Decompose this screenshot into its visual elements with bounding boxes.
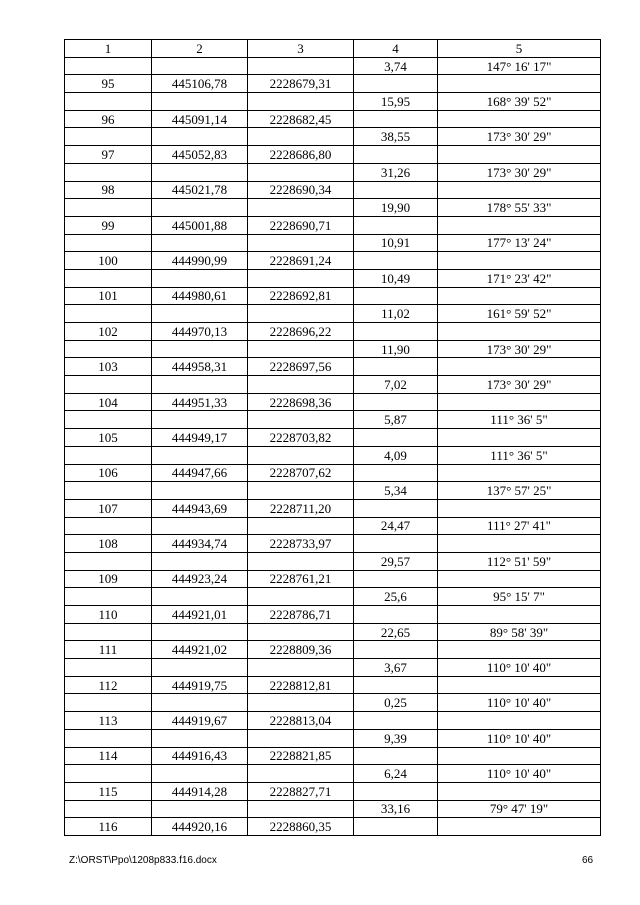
cell-angle bbox=[438, 146, 601, 164]
table-row bbox=[65, 606, 601, 624]
cell-distance bbox=[354, 252, 438, 270]
table-row bbox=[65, 729, 601, 747]
cell-angle bbox=[438, 181, 601, 199]
cell-angle bbox=[438, 75, 601, 93]
cell-x-coordinate bbox=[152, 269, 248, 287]
cell-y-coordinate bbox=[248, 729, 354, 747]
cell-y-coordinate: 2228711,20 bbox=[248, 499, 354, 517]
cell-angle bbox=[438, 535, 601, 553]
cell-x-coordinate bbox=[152, 93, 248, 111]
cell-distance: 15,95 bbox=[354, 93, 438, 111]
footer-file-path: Z:\ORST\Ppo\1208p833.f16.docx bbox=[69, 855, 217, 866]
cell-angle: 110° 10' 40" bbox=[438, 694, 601, 712]
cell-x-coordinate: 445052,83 bbox=[152, 146, 248, 164]
cell-point-number bbox=[65, 659, 152, 677]
cell-x-coordinate: 444921,01 bbox=[152, 606, 248, 624]
table-row bbox=[65, 358, 601, 376]
cell-distance bbox=[354, 110, 438, 128]
cell-angle: 95° 15' 7" bbox=[438, 588, 601, 606]
cell-distance bbox=[354, 429, 438, 447]
cell-distance bbox=[354, 393, 438, 411]
cell-y-coordinate bbox=[248, 93, 354, 111]
cell-angle: 111° 36' 5" bbox=[438, 411, 601, 429]
cell-distance bbox=[354, 606, 438, 624]
cell-angle: 79° 47' 19" bbox=[438, 800, 601, 818]
cell-distance bbox=[354, 499, 438, 517]
cell-x-coordinate: 444949,17 bbox=[152, 429, 248, 447]
table-row bbox=[65, 552, 601, 570]
cell-x-coordinate: 444914,28 bbox=[152, 782, 248, 800]
coordinates-table bbox=[64, 39, 601, 836]
cell-distance bbox=[354, 818, 438, 836]
cell-x-coordinate bbox=[152, 659, 248, 677]
cell-angle bbox=[438, 782, 601, 800]
cell-y-coordinate bbox=[248, 446, 354, 464]
cell-x-coordinate: 444916,43 bbox=[152, 747, 248, 765]
table-row bbox=[65, 517, 601, 535]
cell-angle: 173° 30' 29" bbox=[438, 163, 601, 181]
cell-angle bbox=[438, 747, 601, 765]
cell-distance: 4,09 bbox=[354, 446, 438, 464]
table-row bbox=[65, 128, 601, 146]
cell-y-coordinate bbox=[248, 57, 354, 75]
cell-angle bbox=[438, 110, 601, 128]
cell-y-coordinate bbox=[248, 552, 354, 570]
cell-y-coordinate: 2228733,97 bbox=[248, 535, 354, 553]
cell-y-coordinate: 2228812,81 bbox=[248, 676, 354, 694]
cell-angle bbox=[438, 712, 601, 730]
cell-point-number bbox=[65, 411, 152, 429]
header-col-2: 2 bbox=[152, 40, 248, 58]
cell-angle bbox=[438, 676, 601, 694]
cell-x-coordinate: 444970,13 bbox=[152, 323, 248, 341]
cell-point-number bbox=[65, 694, 152, 712]
cell-y-coordinate: 2228703,82 bbox=[248, 429, 354, 447]
cell-y-coordinate bbox=[248, 623, 354, 641]
cell-point-number: 102 bbox=[65, 323, 152, 341]
cell-point-number: 114 bbox=[65, 747, 152, 765]
cell-x-coordinate: 445021,78 bbox=[152, 181, 248, 199]
cell-point-number bbox=[65, 163, 152, 181]
cell-point-number: 115 bbox=[65, 782, 152, 800]
cell-x-coordinate bbox=[152, 57, 248, 75]
cell-y-coordinate bbox=[248, 659, 354, 677]
cell-angle bbox=[438, 358, 601, 376]
cell-angle: 171° 23' 42" bbox=[438, 269, 601, 287]
cell-distance: 11,90 bbox=[354, 340, 438, 358]
cell-distance bbox=[354, 75, 438, 93]
table-row bbox=[65, 782, 601, 800]
cell-x-coordinate: 444947,66 bbox=[152, 464, 248, 482]
cell-x-coordinate: 444921,02 bbox=[152, 641, 248, 659]
cell-y-coordinate bbox=[248, 765, 354, 783]
cell-x-coordinate bbox=[152, 588, 248, 606]
cell-point-number bbox=[65, 305, 152, 323]
cell-y-coordinate: 2228691,24 bbox=[248, 252, 354, 270]
cell-x-coordinate bbox=[152, 800, 248, 818]
cell-x-coordinate: 444920,16 bbox=[152, 818, 248, 836]
cell-point-number bbox=[65, 800, 152, 818]
cell-distance bbox=[354, 535, 438, 553]
cell-x-coordinate bbox=[152, 163, 248, 181]
cell-point-number: 103 bbox=[65, 358, 152, 376]
cell-distance bbox=[354, 782, 438, 800]
cell-x-coordinate: 444951,33 bbox=[152, 393, 248, 411]
cell-y-coordinate: 2228860,35 bbox=[248, 818, 354, 836]
table-row bbox=[65, 269, 601, 287]
cell-distance bbox=[354, 287, 438, 305]
cell-y-coordinate: 2228697,56 bbox=[248, 358, 354, 376]
table-row bbox=[65, 252, 601, 270]
cell-distance: 10,91 bbox=[354, 234, 438, 252]
table-row bbox=[65, 75, 601, 93]
table-row bbox=[65, 588, 601, 606]
cell-x-coordinate bbox=[152, 694, 248, 712]
cell-x-coordinate: 445106,78 bbox=[152, 75, 248, 93]
cell-y-coordinate bbox=[248, 128, 354, 146]
cell-distance bbox=[354, 323, 438, 341]
cell-point-number: 95 bbox=[65, 75, 152, 93]
table-row bbox=[65, 393, 601, 411]
table-row bbox=[65, 800, 601, 818]
cell-distance: 24,47 bbox=[354, 517, 438, 535]
cell-angle bbox=[438, 818, 601, 836]
table-row bbox=[65, 446, 601, 464]
table-row bbox=[65, 747, 601, 765]
cell-distance: 29,57 bbox=[354, 552, 438, 570]
cell-y-coordinate: 2228813,04 bbox=[248, 712, 354, 730]
cell-y-coordinate bbox=[248, 269, 354, 287]
cell-angle bbox=[438, 429, 601, 447]
table-row bbox=[65, 818, 601, 836]
table-row bbox=[65, 499, 601, 517]
cell-point-number: 106 bbox=[65, 464, 152, 482]
cell-distance bbox=[354, 216, 438, 234]
header-col-4: 4 bbox=[354, 40, 438, 58]
cell-y-coordinate: 2228786,71 bbox=[248, 606, 354, 624]
cell-distance bbox=[354, 358, 438, 376]
table-row bbox=[65, 411, 601, 429]
cell-x-coordinate bbox=[152, 411, 248, 429]
cell-y-coordinate: 2228696,22 bbox=[248, 323, 354, 341]
cell-x-coordinate bbox=[152, 446, 248, 464]
cell-angle: 110° 10' 40" bbox=[438, 659, 601, 677]
cell-y-coordinate: 2228809,36 bbox=[248, 641, 354, 659]
cell-point-number: 100 bbox=[65, 252, 152, 270]
table-row bbox=[65, 199, 601, 217]
table-row bbox=[65, 429, 601, 447]
cell-y-coordinate: 2228690,34 bbox=[248, 181, 354, 199]
table-row bbox=[65, 376, 601, 394]
cell-distance bbox=[354, 747, 438, 765]
cell-y-coordinate: 2228698,36 bbox=[248, 393, 354, 411]
cell-y-coordinate: 2228827,71 bbox=[248, 782, 354, 800]
cell-distance bbox=[354, 181, 438, 199]
cell-y-coordinate: 2228682,45 bbox=[248, 110, 354, 128]
cell-point-number bbox=[65, 340, 152, 358]
cell-y-coordinate bbox=[248, 517, 354, 535]
cell-angle bbox=[438, 641, 601, 659]
cell-x-coordinate bbox=[152, 482, 248, 500]
cell-point-number bbox=[65, 57, 152, 75]
cell-x-coordinate: 444943,69 bbox=[152, 499, 248, 517]
cell-point-number: 108 bbox=[65, 535, 152, 553]
cell-y-coordinate bbox=[248, 376, 354, 394]
cell-angle bbox=[438, 464, 601, 482]
cell-x-coordinate: 444958,31 bbox=[152, 358, 248, 376]
cell-angle: 110° 10' 40" bbox=[438, 729, 601, 747]
cell-point-number bbox=[65, 93, 152, 111]
cell-point-number bbox=[65, 482, 152, 500]
cell-angle: 173° 30' 29" bbox=[438, 340, 601, 358]
cell-point-number: 111 bbox=[65, 641, 152, 659]
cell-y-coordinate bbox=[248, 234, 354, 252]
table-row bbox=[65, 234, 601, 252]
table-row bbox=[65, 712, 601, 730]
cell-distance: 22,65 bbox=[354, 623, 438, 641]
cell-x-coordinate bbox=[152, 199, 248, 217]
cell-angle: 173° 30' 29" bbox=[438, 376, 601, 394]
table-row bbox=[65, 641, 601, 659]
cell-y-coordinate bbox=[248, 163, 354, 181]
table-row bbox=[65, 93, 601, 111]
cell-x-coordinate: 444980,61 bbox=[152, 287, 248, 305]
cell-point-number: 113 bbox=[65, 712, 152, 730]
cell-y-coordinate bbox=[248, 340, 354, 358]
cell-y-coordinate: 2228686,80 bbox=[248, 146, 354, 164]
table-row bbox=[65, 323, 601, 341]
cell-point-number: 104 bbox=[65, 393, 152, 411]
table-row bbox=[65, 570, 601, 588]
cell-x-coordinate: 444990,99 bbox=[152, 252, 248, 270]
cell-distance bbox=[354, 146, 438, 164]
cell-point-number bbox=[65, 376, 152, 394]
cell-distance: 19,90 bbox=[354, 199, 438, 217]
cell-point-number bbox=[65, 588, 152, 606]
cell-angle: 112° 51' 59" bbox=[438, 552, 601, 570]
cell-distance bbox=[354, 464, 438, 482]
cell-distance: 7,02 bbox=[354, 376, 438, 394]
cell-distance bbox=[354, 641, 438, 659]
cell-distance: 11,02 bbox=[354, 305, 438, 323]
cell-y-coordinate: 2228692,81 bbox=[248, 287, 354, 305]
cell-angle: 137° 57' 25" bbox=[438, 482, 601, 500]
cell-distance: 25,6 bbox=[354, 588, 438, 606]
cell-angle bbox=[438, 499, 601, 517]
table-header-row bbox=[65, 40, 601, 58]
cell-x-coordinate bbox=[152, 552, 248, 570]
cell-distance: 5,87 bbox=[354, 411, 438, 429]
header-col-3: 3 bbox=[248, 40, 354, 58]
cell-y-coordinate: 2228821,85 bbox=[248, 747, 354, 765]
table-row bbox=[65, 163, 601, 181]
cell-point-number bbox=[65, 128, 152, 146]
cell-point-number bbox=[65, 269, 152, 287]
table-row bbox=[65, 110, 601, 128]
table-row bbox=[65, 340, 601, 358]
table-body bbox=[65, 57, 601, 835]
cell-x-coordinate: 445001,88 bbox=[152, 216, 248, 234]
cell-x-coordinate bbox=[152, 729, 248, 747]
cell-y-coordinate bbox=[248, 305, 354, 323]
cell-angle: 111° 36' 5" bbox=[438, 446, 601, 464]
cell-point-number: 105 bbox=[65, 429, 152, 447]
cell-y-coordinate: 2228707,62 bbox=[248, 464, 354, 482]
table-row bbox=[65, 287, 601, 305]
cell-x-coordinate: 444919,67 bbox=[152, 712, 248, 730]
table-row bbox=[65, 146, 601, 164]
cell-angle: 161° 59' 52" bbox=[438, 305, 601, 323]
cell-y-coordinate bbox=[248, 800, 354, 818]
cell-x-coordinate bbox=[152, 305, 248, 323]
cell-x-coordinate bbox=[152, 340, 248, 358]
cell-x-coordinate: 444919,75 bbox=[152, 676, 248, 694]
table-row bbox=[65, 765, 601, 783]
cell-x-coordinate: 445091,14 bbox=[152, 110, 248, 128]
cell-point-number: 98 bbox=[65, 181, 152, 199]
cell-angle bbox=[438, 287, 601, 305]
cell-point-number: 107 bbox=[65, 499, 152, 517]
cell-angle bbox=[438, 323, 601, 341]
cell-distance: 3,74 bbox=[354, 57, 438, 75]
cell-y-coordinate: 2228679,31 bbox=[248, 75, 354, 93]
table-row bbox=[65, 676, 601, 694]
table-row bbox=[65, 305, 601, 323]
cell-distance: 5,34 bbox=[354, 482, 438, 500]
cell-y-coordinate bbox=[248, 694, 354, 712]
cell-distance: 6,24 bbox=[354, 765, 438, 783]
cell-point-number: 99 bbox=[65, 216, 152, 234]
cell-angle: 177° 13' 24" bbox=[438, 234, 601, 252]
cell-distance: 10,49 bbox=[354, 269, 438, 287]
cell-x-coordinate bbox=[152, 765, 248, 783]
cell-angle: 173° 30' 29" bbox=[438, 128, 601, 146]
cell-x-coordinate bbox=[152, 128, 248, 146]
cell-angle: 147° 16' 17" bbox=[438, 57, 601, 75]
cell-angle bbox=[438, 393, 601, 411]
cell-y-coordinate: 2228761,21 bbox=[248, 570, 354, 588]
cell-angle bbox=[438, 606, 601, 624]
cell-distance: 33,16 bbox=[354, 800, 438, 818]
table-row bbox=[65, 57, 601, 75]
cell-distance: 9,39 bbox=[354, 729, 438, 747]
cell-angle: 178° 55' 33" bbox=[438, 199, 601, 217]
header-col-1: 1 bbox=[65, 40, 152, 58]
cell-angle: 111° 27' 41" bbox=[438, 517, 601, 535]
table-row bbox=[65, 216, 601, 234]
cell-point-number: 109 bbox=[65, 570, 152, 588]
cell-x-coordinate bbox=[152, 376, 248, 394]
table-row bbox=[65, 482, 601, 500]
footer-page-number: 66 bbox=[582, 855, 594, 866]
table-row bbox=[65, 659, 601, 677]
cell-point-number bbox=[65, 729, 152, 747]
cell-angle: 168° 39' 52" bbox=[438, 93, 601, 111]
cell-angle: 110° 10' 40" bbox=[438, 765, 601, 783]
cell-y-coordinate bbox=[248, 482, 354, 500]
cell-point-number: 96 bbox=[65, 110, 152, 128]
table-row bbox=[65, 464, 601, 482]
cell-y-coordinate: 2228690,71 bbox=[248, 216, 354, 234]
cell-point-number bbox=[65, 517, 152, 535]
table-row bbox=[65, 535, 601, 553]
cell-distance bbox=[354, 570, 438, 588]
cell-y-coordinate bbox=[248, 199, 354, 217]
table-row bbox=[65, 623, 601, 641]
cell-x-coordinate bbox=[152, 623, 248, 641]
cell-point-number: 97 bbox=[65, 146, 152, 164]
cell-x-coordinate: 444934,74 bbox=[152, 535, 248, 553]
cell-angle bbox=[438, 216, 601, 234]
cell-y-coordinate bbox=[248, 588, 354, 606]
cell-point-number: 116 bbox=[65, 818, 152, 836]
cell-distance bbox=[354, 676, 438, 694]
cell-distance: 38,55 bbox=[354, 128, 438, 146]
table-row bbox=[65, 694, 601, 712]
cell-distance: 31,26 bbox=[354, 163, 438, 181]
cell-angle bbox=[438, 570, 601, 588]
cell-distance: 0,25 bbox=[354, 694, 438, 712]
cell-point-number: 110 bbox=[65, 606, 152, 624]
cell-point-number bbox=[65, 765, 152, 783]
cell-angle: 89° 58' 39" bbox=[438, 623, 601, 641]
cell-point-number: 112 bbox=[65, 676, 152, 694]
table-row bbox=[65, 181, 601, 199]
cell-angle bbox=[438, 252, 601, 270]
cell-point-number bbox=[65, 623, 152, 641]
cell-x-coordinate bbox=[152, 234, 248, 252]
cell-distance: 3,67 bbox=[354, 659, 438, 677]
cell-point-number: 101 bbox=[65, 287, 152, 305]
header-col-5: 5 bbox=[438, 40, 601, 58]
cell-y-coordinate bbox=[248, 411, 354, 429]
cell-x-coordinate: 444923,24 bbox=[152, 570, 248, 588]
cell-x-coordinate bbox=[152, 517, 248, 535]
cell-point-number bbox=[65, 199, 152, 217]
cell-point-number bbox=[65, 234, 152, 252]
cell-point-number bbox=[65, 446, 152, 464]
cell-point-number bbox=[65, 552, 152, 570]
cell-distance bbox=[354, 712, 438, 730]
